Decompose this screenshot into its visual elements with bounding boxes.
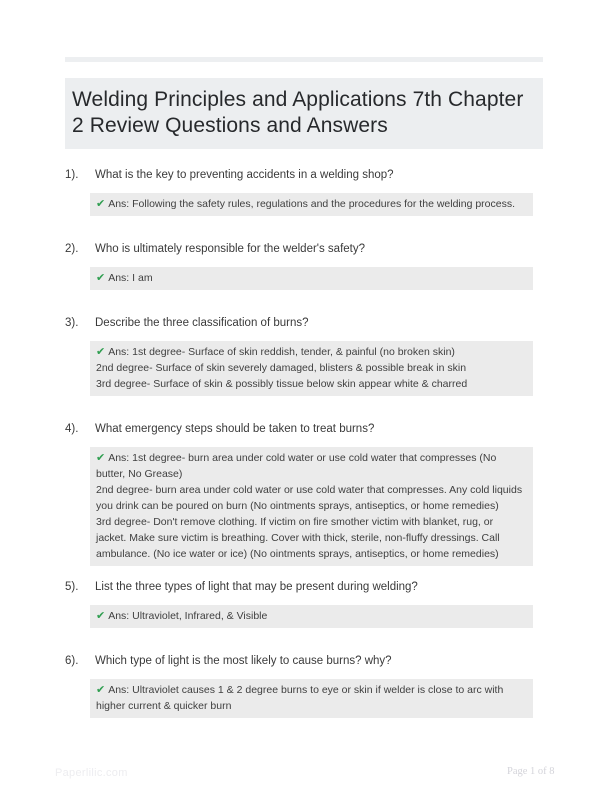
answer-segment [96,450,525,482]
check-icon: ✔ [96,610,106,622]
question-number: 3). [65,317,79,329]
question-number: 6). [65,655,79,667]
question-number: 1). [65,169,79,181]
question-section-6 [65,654,543,718]
page-title-line-1: Welding Principles and Applications 7th Chapter [72,88,524,111]
question-row [65,580,543,594]
question-text: What emergency steps should be taken to treat burns? [95,423,375,435]
question-text: Which type of light is the most likely to cause burns? why? [95,655,392,667]
question-list [65,168,543,744]
question-number: 4). [65,423,79,435]
check-icon: ✔ [96,198,106,210]
page-title [65,78,543,149]
question-section-4 [65,422,543,566]
question-row [65,654,543,668]
question-number: 2). [65,243,79,255]
question-row [65,316,543,330]
answer-segment [96,608,525,624]
page-number: Page 1 of 8 [507,766,555,777]
check-icon: ✔ [96,684,106,696]
question-section-5 [65,580,543,628]
question-text: Describe the three classification of burns? [95,317,309,329]
answer-segment: 3rd degree- Don't remove clothing. If victim on fire smother victim with blanket, rug, or jacket. Make sure victim is breathing. Cover with thick, sterile, non-fluffy dressings. Call ambulance. (No ice water or ice) (No ointments sprays, antiseptics, or home remedies) [96,516,503,560]
question-section-2 [65,242,543,290]
answer-box [90,267,533,290]
answer-text: Ans: 1st degree- Surface of skin reddish, tender, & painful (no broken skin) [108,346,455,358]
page-title-line-2: 2 Review Questions and Answers [72,114,388,137]
answer-segment [96,682,525,714]
question-row [65,242,543,256]
answer-text: Ans: Following the safety rules, regulations and the procedures for the welding process. [108,198,516,210]
answer-box [90,605,533,628]
question-row [65,422,543,436]
check-icon: ✔ [96,272,106,284]
watermark: Paperlilic.com [55,767,128,779]
question-text: Who is ultimately responsible for the welder's safety? [95,243,366,255]
answer-box [90,341,533,396]
answer-segment [96,344,525,360]
answer-text: Ans: I am [108,272,153,284]
top-divider-bar [65,57,543,62]
question-text: What is the key to preventing accidents in a welding shop? [95,169,394,181]
answer-segment: 3rd degree- Surface of skin & possibly tissue below skin appear white & charred [96,378,468,390]
answer-text: Ans: 1st degree- burn area under cold water or use cold water that compresses (No butter, No Grease) [96,452,500,480]
answer-text: Ans: Ultraviolet causes 1 & 2 degree burns to eye or skin if welder is close to arc with higher current & quicker burn [96,684,507,712]
question-section-1 [65,168,543,216]
answer-segment [96,196,525,212]
answer-box [90,679,533,718]
answer-segment: 2nd degree- Surface of skin severely damaged, blisters & possible break in skin [96,362,467,374]
answer-box [90,193,533,216]
answer-text: Ans: Ultraviolet, Infrared, & Visible [108,610,268,622]
answer-segment [96,270,525,286]
question-row [65,168,543,182]
answer-segment: 2nd degree- burn area under cold water or use cold water that compresses. Any cold liquids you drink can be poured on burn (No ointments sprays, antiseptics, or home remedies) [96,484,525,512]
question-section-3 [65,316,543,396]
question-number: 5). [65,581,79,593]
answer-box [90,447,533,566]
check-icon: ✔ [96,346,106,358]
check-icon: ✔ [96,452,106,464]
question-text: List the three types of light that may be present during welding? [95,581,418,593]
